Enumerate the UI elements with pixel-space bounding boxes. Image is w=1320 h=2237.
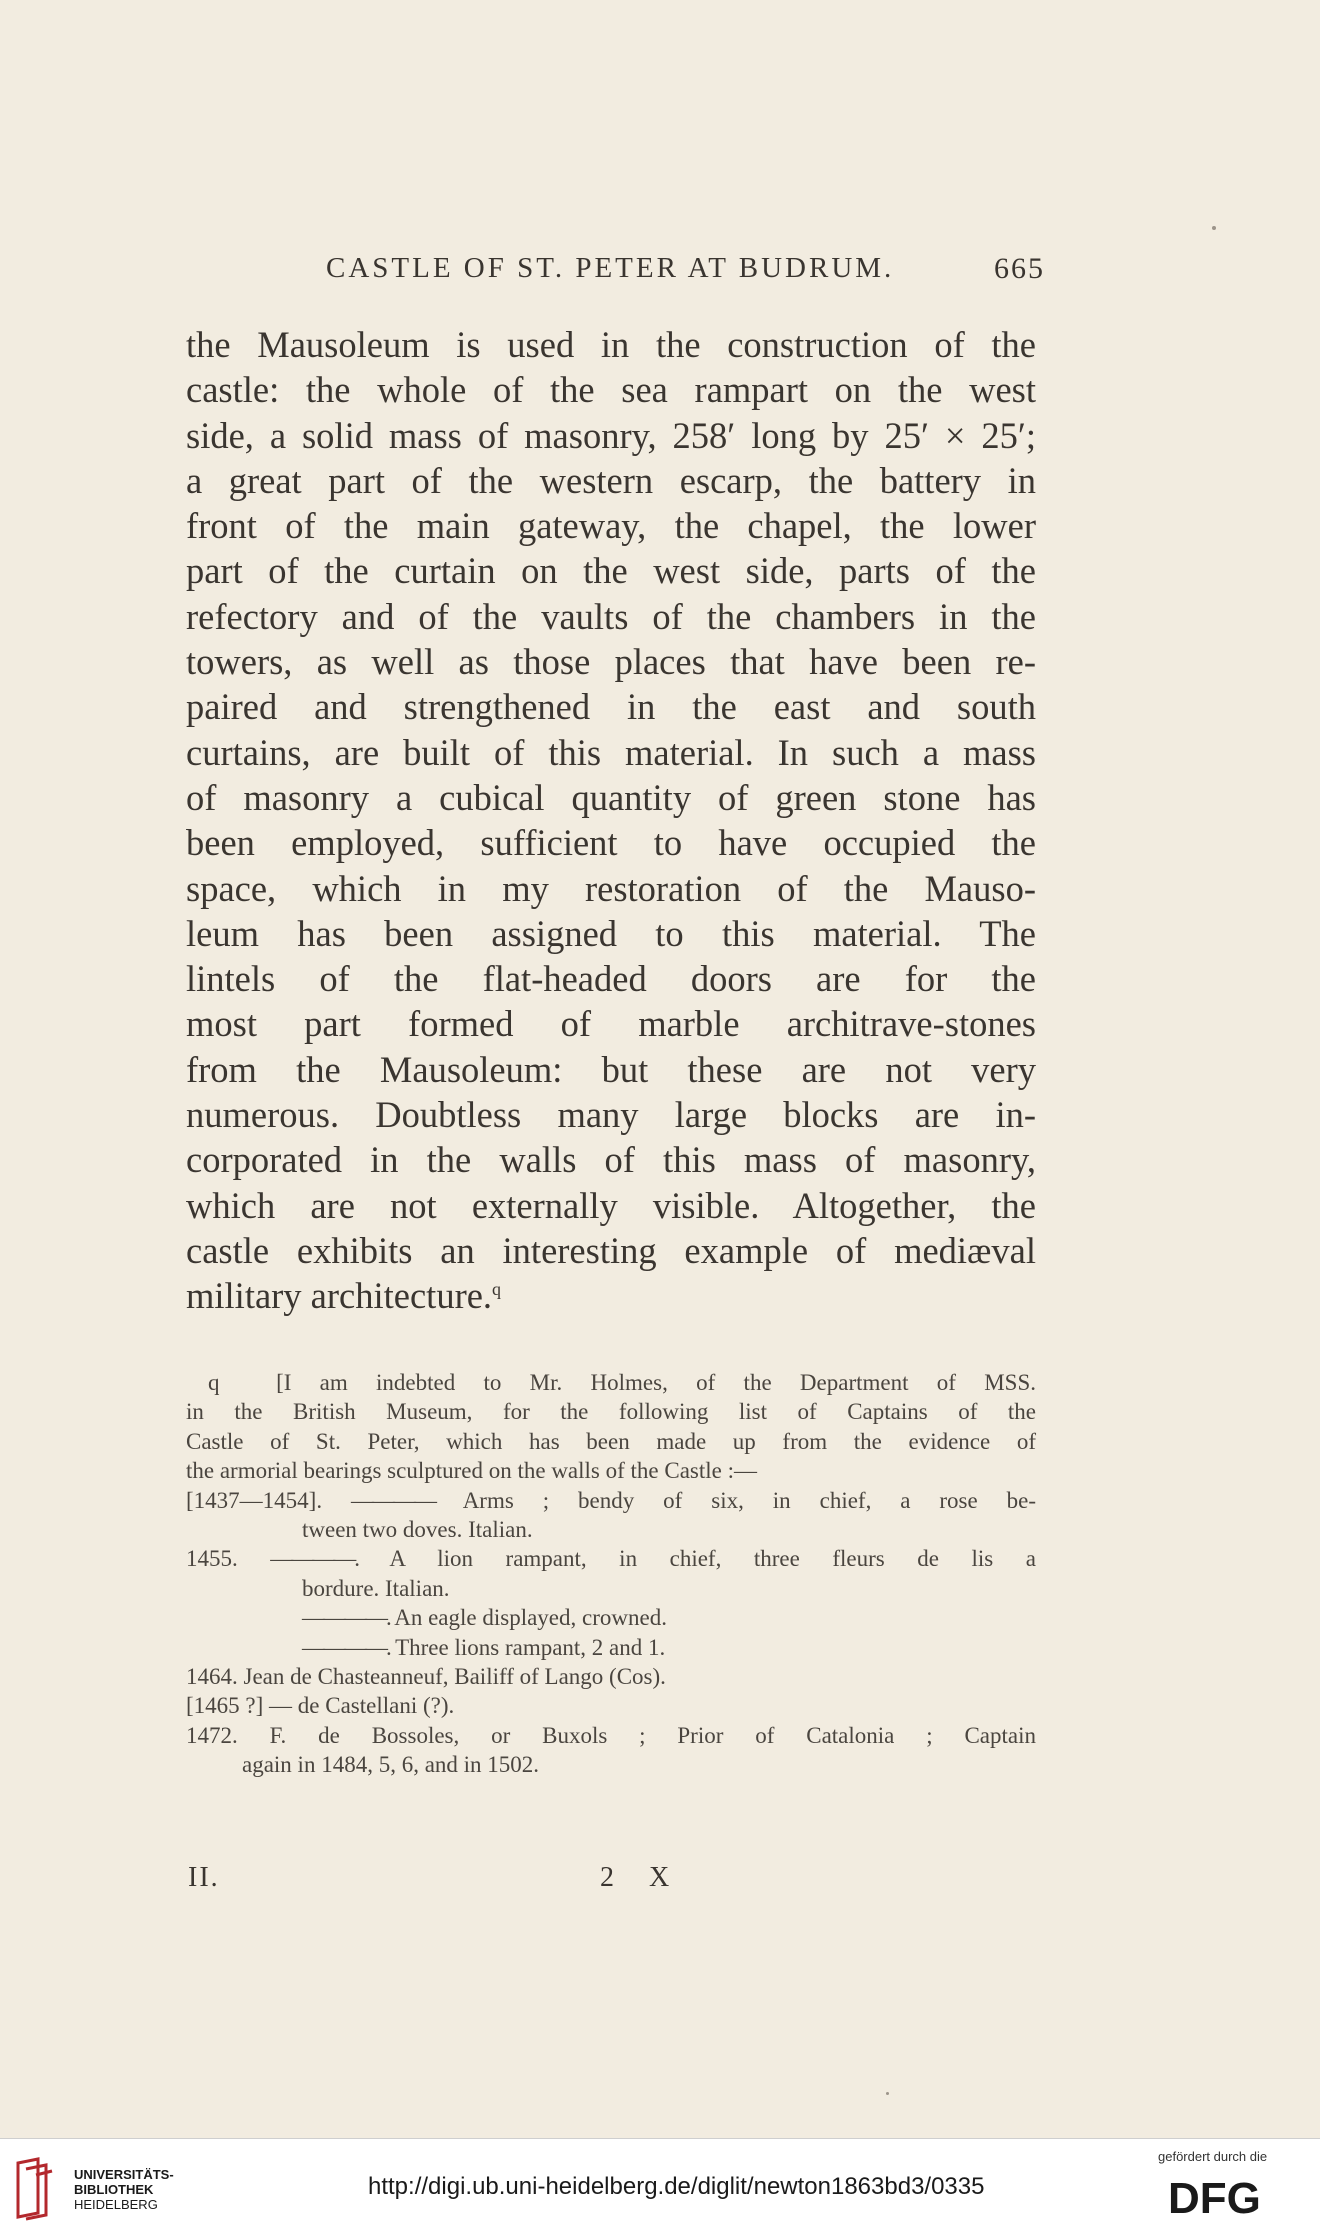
body-line: curtains, are built of this material. In such a mass xyxy=(186,731,1036,773)
body-line: front of the main gateway, the chapel, the lower xyxy=(186,505,1036,547)
captain-entry xyxy=(186,1544,1036,1573)
entry-text: F. de Bossoles, or Buxols ; Prior of Catalonia ; Captain xyxy=(269,1722,1037,1748)
body-line: refectory and of the vaults of the chambers in the xyxy=(186,595,1036,637)
footnote xyxy=(186,1368,1036,1779)
source-url-link[interactable]: http://digi.ub.uni-heidelberg.de/diglit/newton1863bd3/0335 xyxy=(368,2173,985,2200)
entry-text: de Castellani (?). xyxy=(297,1693,455,1719)
body-last-line xyxy=(186,1273,1036,1318)
body-line: most part formed of marble architrave-stones xyxy=(186,1003,1036,1045)
entry-text: Jean de Chasteanneuf, Bailiff of Lango (Cos). xyxy=(243,1663,666,1689)
library-name xyxy=(74,2167,174,2212)
body-line: part of the curtain on the west side, parts of the xyxy=(186,550,1036,592)
captain-entry xyxy=(186,1691,1036,1720)
university-library-logo-icon xyxy=(14,2155,56,2221)
body-line: castle exhibits an interesting example of mediæval xyxy=(186,1229,1036,1271)
body-line: been employed, sufficient to have occupied the xyxy=(186,822,1036,864)
entry-date: [1465 ?] xyxy=(186,1693,264,1719)
footnote-intro-line: the armorial bearings sculptured on the walls of the Castle :— xyxy=(186,1458,758,1484)
entry-continuation: bordure. Italian. xyxy=(302,1575,450,1601)
entry-continuation: tween two doves. Italian. xyxy=(302,1516,533,1542)
dfg-logo-icon xyxy=(1168,2175,1304,2219)
body-line: paired and strengthened in the east and south xyxy=(186,686,1036,728)
captain-entry xyxy=(186,1486,1036,1515)
body-line: which are not externally visible. Altogether, the xyxy=(186,1184,1036,1226)
captain-entry xyxy=(186,1721,1036,1750)
entry-date: 1472. xyxy=(186,1722,238,1748)
entry-text: Arms ; bendy of six, in chief, a rose be- xyxy=(462,1487,1037,1513)
entry-continuation: again in 1484, 5, 6, and in 1502. xyxy=(242,1752,540,1778)
body-line: from the Mausoleum: but these are not very xyxy=(186,1048,1036,1090)
ditto-dash: ————. xyxy=(302,1605,390,1631)
digitization-footer xyxy=(0,2138,1320,2237)
captain-entry xyxy=(186,1603,1036,1632)
paper-speck xyxy=(886,2092,889,2095)
entry-text: Three lions rampant, 2 and 1. xyxy=(395,1634,666,1660)
footnote-intro-line xyxy=(186,1368,1036,1397)
body-paragraph xyxy=(186,322,1036,1319)
library-name-line: UNIVERSITÄTS- xyxy=(74,2167,174,2182)
running-title: CASTLE OF ST. PETER AT BUDRUM. xyxy=(326,252,895,284)
captain-entry xyxy=(186,1633,1036,1662)
footnote-intro-line: Castle of St. Peter, which has been made up from the evidence of xyxy=(186,1428,1036,1454)
body-line: a great part of the western escarp, the battery in xyxy=(186,459,1036,501)
body-line: the Mausoleum is used in the construction of the xyxy=(186,324,1036,365)
entry-date: [1437—1454]. xyxy=(186,1487,323,1513)
ditto-dash: ————. xyxy=(270,1546,359,1572)
library-name-line: HEIDELBERG xyxy=(74,2197,158,2212)
footnote-intro-text: [I am indebted to Mr. Holmes, of the Department of MSS. xyxy=(276,1370,1036,1395)
ditto-dash: ———— xyxy=(351,1487,436,1513)
entry-text: A lion rampant, in chief, three fleurs de lis a xyxy=(389,1546,1037,1572)
body-line: leum has been assigned to this material. The xyxy=(186,912,1036,954)
footnote-marker: q xyxy=(208,1370,220,1395)
ditto-dash: — xyxy=(269,1693,293,1719)
body-line: numerous. Doubtless many large blocks are in- xyxy=(186,1094,1036,1136)
body-line: of masonry a cubical quantity of green stone has xyxy=(186,776,1036,818)
body-last-line-text: military architecture. xyxy=(186,1275,493,1317)
paper-speck xyxy=(1212,226,1216,230)
entry-date: 1464. xyxy=(186,1663,238,1689)
signature-mark: 2 X xyxy=(600,1862,684,1893)
body-line: corporated in the walls of this mass of masonry, xyxy=(186,1139,1036,1181)
funding-note: gefördert durch die xyxy=(1158,2149,1268,2164)
captain-entry xyxy=(186,1662,1036,1691)
body-line: lintels of the flat-headed doors are for the xyxy=(186,958,1036,1000)
footnote-intro-line: in the British Museum, for the following list of Captains of the xyxy=(186,1399,1036,1425)
body-line: towers, as well as those places that have been re- xyxy=(186,641,1036,683)
page-number: 665 xyxy=(994,252,1045,285)
entry-text: An eagle displayed, crowned. xyxy=(394,1605,667,1631)
body-line: side, a solid mass of masonry, 258′ long by 25′ × 25′; xyxy=(186,414,1036,456)
volume-mark: II. xyxy=(188,1862,220,1893)
ditto-dash: ————. xyxy=(302,1634,390,1660)
library-name-line: BIBLIOTHEK xyxy=(74,2182,154,2197)
entry-date: 1455. xyxy=(186,1546,238,1572)
footnote-reference[interactable]: q xyxy=(492,1279,502,1300)
dfg-logo-text: DFG xyxy=(1168,2175,1261,2219)
body-line: space, which in my restoration of the Mauso- xyxy=(186,867,1036,909)
body-line: castle: the whole of the sea rampart on the west xyxy=(186,369,1036,411)
